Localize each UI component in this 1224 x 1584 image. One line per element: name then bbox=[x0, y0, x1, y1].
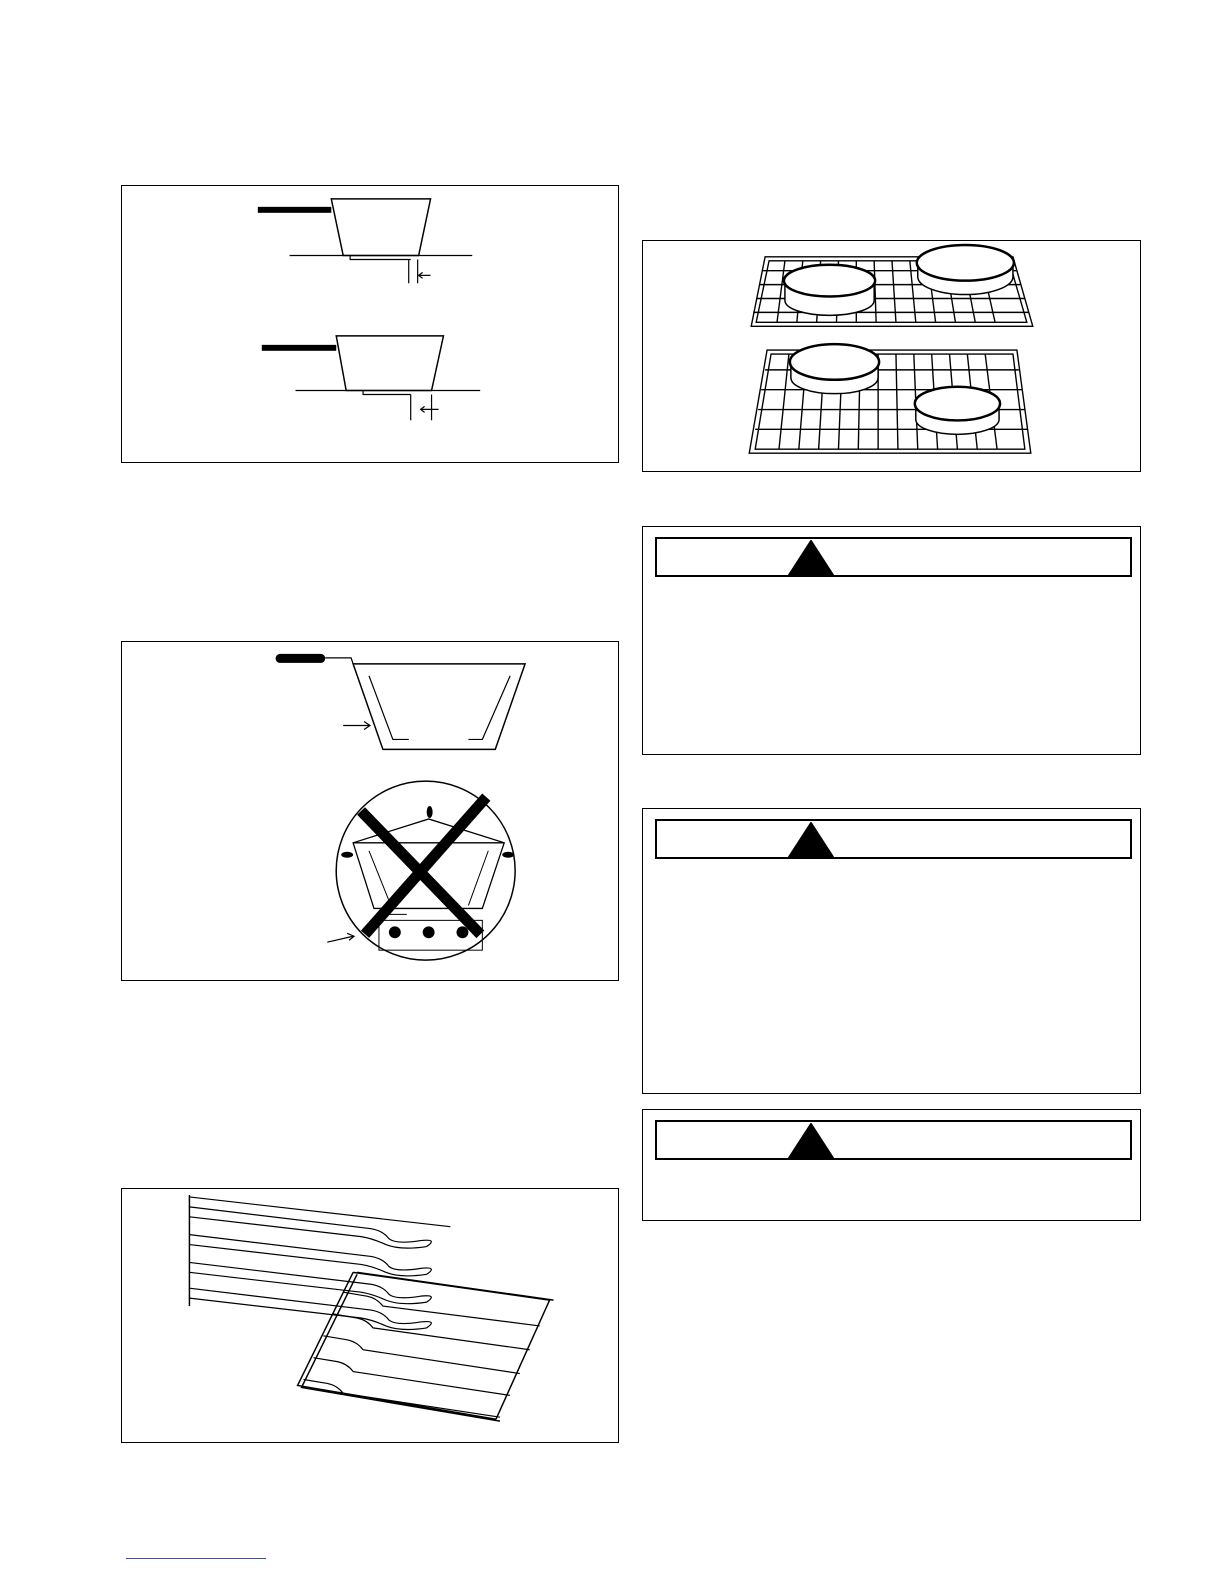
warning-triangle-icon bbox=[787, 538, 835, 578]
warning-header bbox=[655, 819, 1132, 859]
flat-bottom-pan-diagram bbox=[122, 642, 618, 980]
cake-pans-figure bbox=[642, 240, 1141, 472]
warning-box-1 bbox=[642, 526, 1141, 755]
prohibited-pan-icon bbox=[336, 781, 515, 960]
warning-header bbox=[655, 1120, 1132, 1160]
oven-rack-slides-diagram bbox=[122, 1189, 618, 1442]
warning-triangle-icon bbox=[787, 1121, 835, 1161]
warning-triangle-icon bbox=[787, 820, 835, 860]
warning-box-3 bbox=[642, 1109, 1141, 1221]
pan-size-figure bbox=[121, 185, 619, 463]
pan-bottom-figure bbox=[121, 641, 619, 981]
footer-rule bbox=[126, 1558, 266, 1559]
warning-box-2 bbox=[642, 808, 1141, 1094]
staggered-cake-pans-diagram bbox=[643, 241, 1140, 471]
pan-overhang-diagram bbox=[122, 186, 618, 462]
warning-header bbox=[655, 537, 1132, 577]
oven-rack-figure bbox=[121, 1188, 619, 1443]
